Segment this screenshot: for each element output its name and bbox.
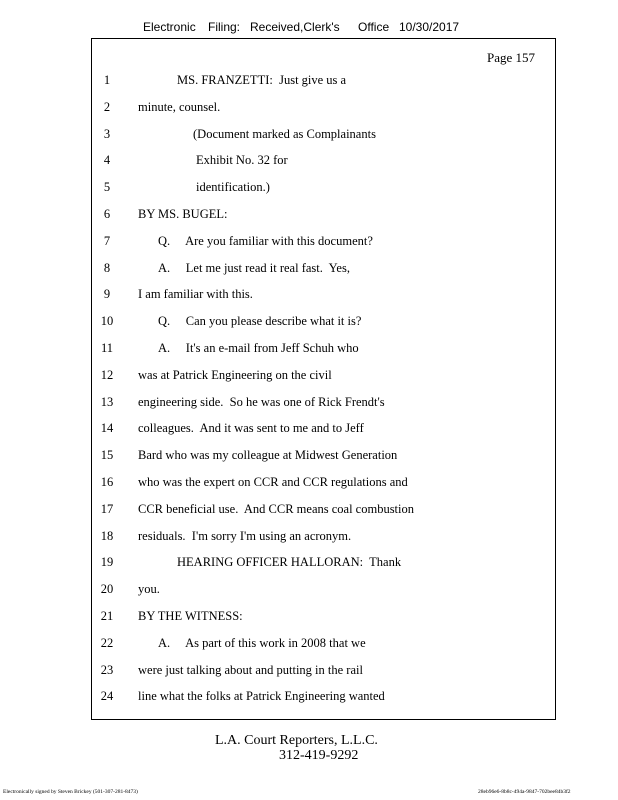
transcript-line xyxy=(0,341,618,357)
line-text: (Document marked as Complainants xyxy=(193,126,376,141)
line-number: 13 xyxy=(100,394,114,409)
transcript-line xyxy=(0,207,618,223)
line-number: 7 xyxy=(103,233,111,248)
line-number: 12 xyxy=(100,367,114,382)
transcript-line xyxy=(0,261,618,277)
line-number: 8 xyxy=(103,260,111,275)
header-electronic: Electronic xyxy=(143,20,196,34)
line-text: A. Let me just read it real fast. Yes, xyxy=(158,260,350,275)
transcript-line xyxy=(0,609,618,625)
transcript-line xyxy=(0,421,618,437)
line-number: 5 xyxy=(103,180,111,195)
line-text: who was the expert on CCR and CCR regulations and xyxy=(138,475,408,489)
line-text: Q. Can you please describe what it is? xyxy=(158,314,362,329)
filing-header xyxy=(0,20,618,38)
line-number: 19 xyxy=(100,555,114,570)
line-number: 6 xyxy=(103,207,111,221)
header-office: Office xyxy=(358,20,390,34)
line-text: residuals. I'm sorry I'm using an acronym. xyxy=(138,528,352,543)
line-number: 16 xyxy=(100,475,114,489)
line-text: was at Patrick Engineering on the civil xyxy=(138,367,332,382)
transcript-line xyxy=(0,234,618,250)
line-number: 10 xyxy=(100,314,114,329)
line-number: 17 xyxy=(100,501,114,516)
line-text: CCR beneficial use. And CCR means coal combustion xyxy=(138,501,415,516)
transcript-line xyxy=(0,582,618,598)
line-text: BY MS. BUGEL: xyxy=(138,207,228,221)
header-received-clerk: Received,Clerk's xyxy=(250,20,340,34)
transcript-line xyxy=(0,475,618,491)
transcript-line xyxy=(0,448,618,464)
header-date: 10/30/2017 xyxy=(399,20,460,34)
line-number: 14 xyxy=(100,421,114,436)
transcript-line xyxy=(0,502,618,518)
line-number: 18 xyxy=(100,528,114,543)
transcript-line xyxy=(0,153,618,169)
line-number: 22 xyxy=(100,635,114,650)
line-number: 20 xyxy=(100,582,114,597)
line-text: I am familiar with this. xyxy=(138,287,253,302)
transcript-line xyxy=(0,636,618,652)
transcript-line xyxy=(0,368,618,384)
line-number: 11 xyxy=(100,341,114,355)
line-text: engineering side. So he was one of Rick Frendt's xyxy=(138,394,385,409)
reporter-company: L.A. Court Reporters, L.L.C. xyxy=(215,733,378,748)
line-text: Exhibit No. 32 for xyxy=(196,153,288,168)
transcript-line xyxy=(0,395,618,411)
reporter-phone: 312-419-9292 xyxy=(279,748,359,763)
line-text: MS. FRANZETTI: Just give us a xyxy=(177,73,347,87)
line-number: 24 xyxy=(100,689,114,704)
line-number: 23 xyxy=(100,662,114,677)
line-number: 21 xyxy=(100,609,114,623)
line-text: Bard who was my colleague at Midwest Generation xyxy=(138,448,398,463)
line-text: A. As part of this work in 2008 that we xyxy=(158,635,366,650)
line-number: 15 xyxy=(100,448,114,463)
electronic-signature: Electronically signed by Steven Brickey (501-307-281-8473) xyxy=(3,789,138,795)
transcript-line xyxy=(0,73,618,89)
transcript-line xyxy=(0,529,618,545)
page-number: Page 157 xyxy=(487,50,536,65)
document-hash: 28eb96e6-8b8c-494a-9847-702bee84b3f2 xyxy=(478,789,571,795)
line-text: you. xyxy=(138,582,160,597)
line-number: 1 xyxy=(103,73,111,87)
transcript-line xyxy=(0,689,618,705)
line-text: Q. Are you familiar with this document? xyxy=(158,233,373,248)
transcript-line xyxy=(0,180,618,196)
header-filing: Filing: xyxy=(208,20,241,34)
transcript-line xyxy=(0,663,618,679)
transcript-line xyxy=(0,555,618,571)
line-text: were just talking about and putting in the rail xyxy=(138,662,363,677)
line-number: 2 xyxy=(103,99,111,114)
line-text: identification.) xyxy=(196,180,270,195)
transcript-line xyxy=(0,100,618,116)
line-number: 9 xyxy=(103,287,111,302)
line-text: A. It's an e-mail from Jeff Schuh who xyxy=(158,341,359,355)
line-text: BY THE WITNESS: xyxy=(138,609,243,623)
line-text: HEARING OFFICER HALLORAN: Thank xyxy=(177,555,402,570)
line-text: colleagues. And it was sent to me and to Jeff xyxy=(138,421,364,436)
line-number: 4 xyxy=(103,153,111,168)
transcript-line xyxy=(0,127,618,143)
transcript-line xyxy=(0,314,618,330)
line-text: minute, counsel. xyxy=(138,99,221,114)
line-number: 3 xyxy=(103,126,111,141)
transcript-line xyxy=(0,287,618,303)
line-text: line what the folks at Patrick Engineering wanted xyxy=(138,689,385,704)
